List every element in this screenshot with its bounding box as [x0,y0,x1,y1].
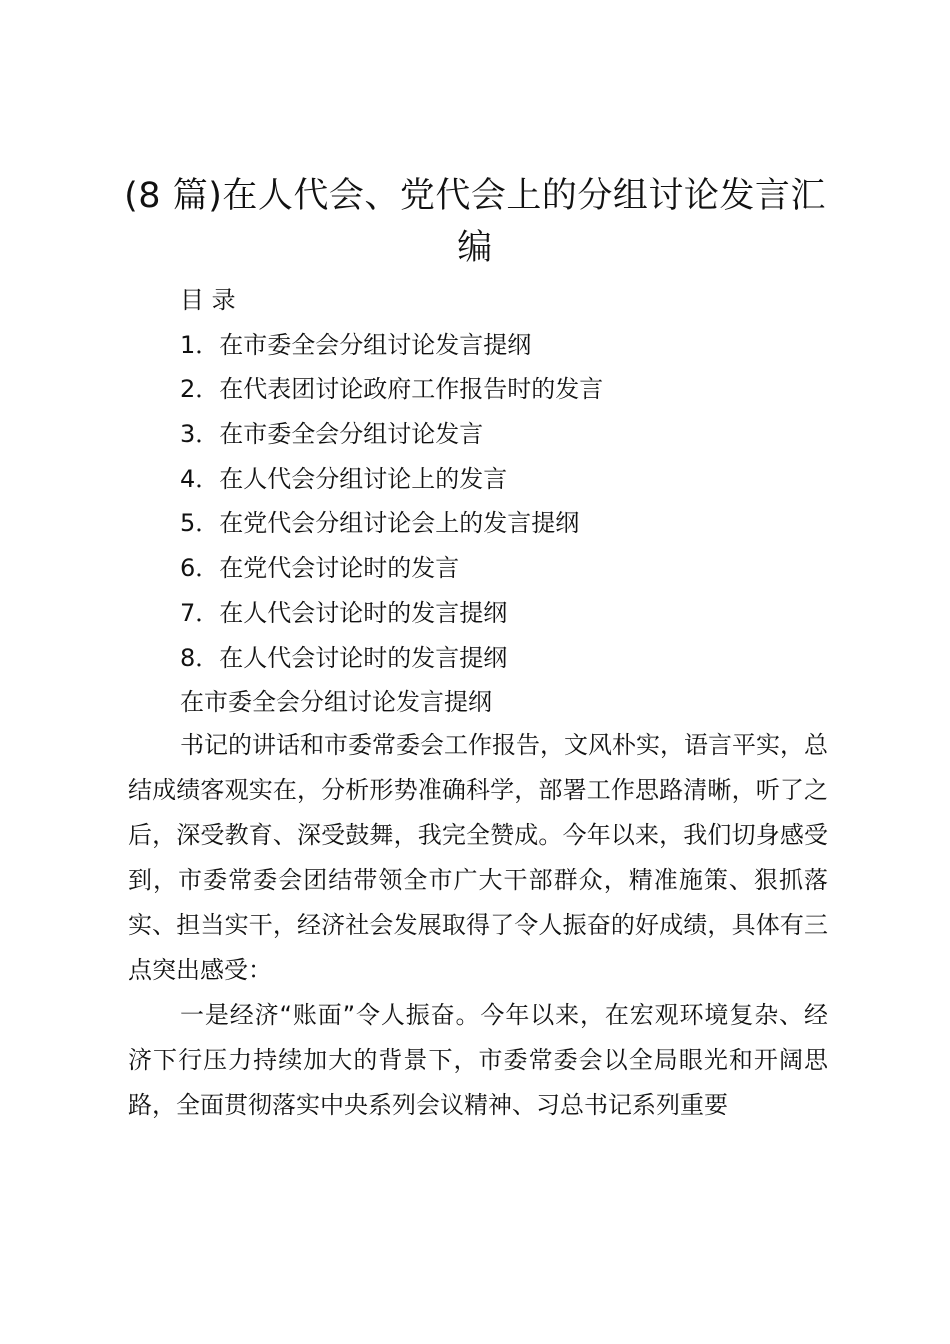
toc-item: 3．在市委全会分组讨论发言 [180,420,484,449]
toc-heading: 目 录 [180,286,236,314]
toc-item: 6．在党代会讨论时的发言 [180,554,460,583]
toc-item: 4．在人代会分组讨论上的发言 [180,464,508,493]
toc-item: 8．在人代会讨论时的发言提纲 [180,643,508,672]
toc-item: 7．在人代会讨论时的发言提纲 [180,598,508,627]
toc-item: 2．在代表团讨论政府工作报告时的发言 [180,375,604,404]
section-title: 在市委全会分组讨论发言提纲 [180,688,492,717]
document-title: (8 篇)在人代会、党代会上的分组讨论发言汇编 [124,176,826,268]
table-of-contents [180,278,820,725]
paragraph: 书记的讲话和市委常委会工作报告，文风朴实，语言平实，总结成绩客观实在，分析形势准确科学，部署工作思路清晰，听了之后，深受教育、深受鼓舞，我完全赞成。今年以来，我们切身感受到，市委常委会团结带领全市广大干部群众，精准施策、狠抓落实、担当实干，经济社会发展取得了令人振奋的好成绩，具体有三点突出感受： [128,731,828,984]
body-text [128,723,828,1128]
paragraph: 一是经济“账面”令人振奋。今年以来，在宏观环境复杂、经济下行压力持续加大的背景下，市委常委会以全局眼光和开阔思路，全面贯彻落实中央系列会议精神、习总书记系列重要 [128,1001,828,1119]
toc-item: 5．在党代会分组讨论会上的发言提纲 [180,509,580,538]
toc-item: 1．在市委全会分组讨论发言提纲 [180,330,532,359]
